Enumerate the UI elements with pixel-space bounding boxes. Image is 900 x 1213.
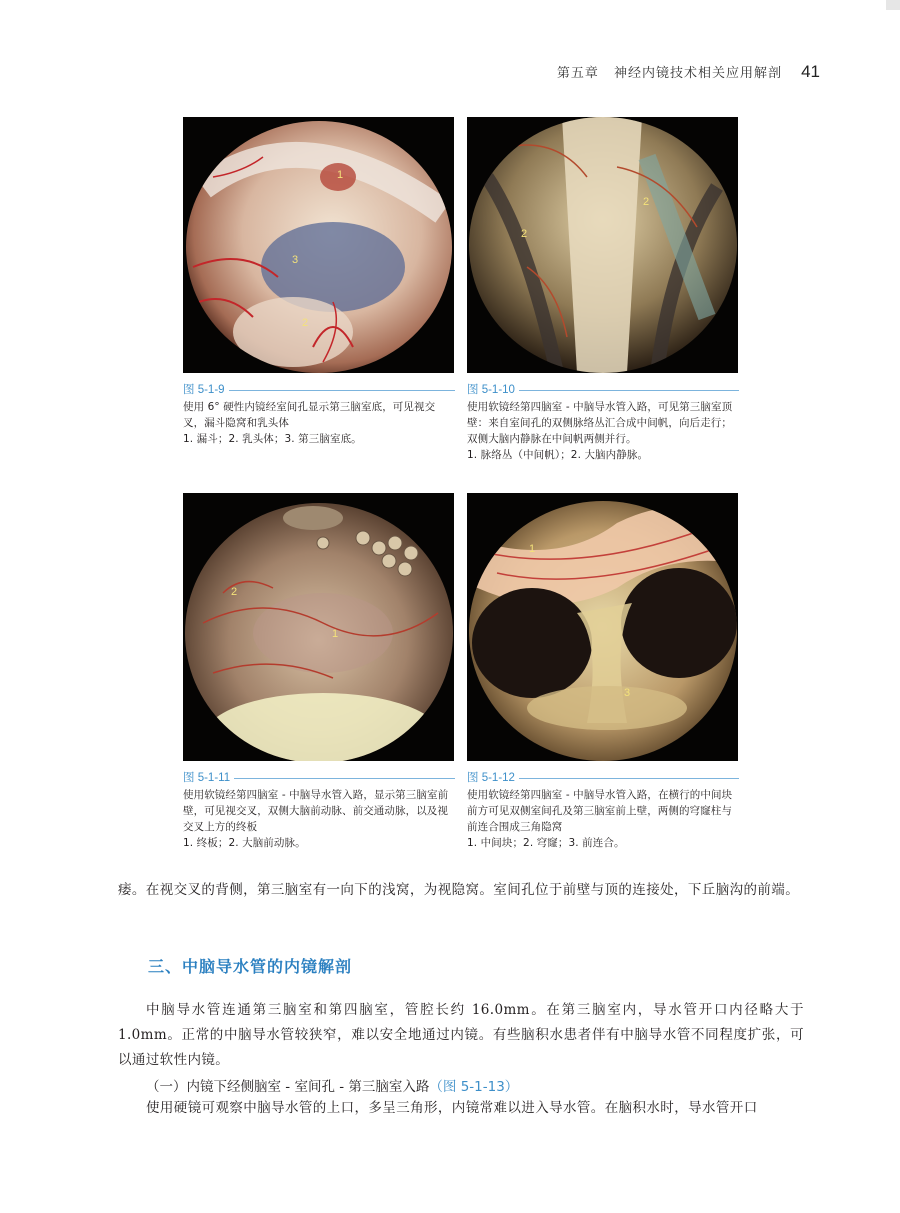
caption-legend: 1. 漏斗；2. 乳头体；3. 第三脑室底。	[183, 433, 362, 445]
figure-reference-link[interactable]: （图 5-1-13）	[429, 1079, 519, 1095]
subsection-heading	[146, 1075, 518, 1095]
figure-label: 3	[624, 687, 631, 699]
endoscopic-image	[183, 117, 454, 373]
header-chapter: 第五章	[556, 66, 599, 81]
figure-label: 2	[302, 317, 309, 329]
caption-5-1-11	[183, 770, 455, 851]
figure-label: 2	[521, 228, 528, 240]
body-paragraph: 痿。在视交叉的背侧，第三脑室有一向下的浅窝，为视隐窝。室间孔位于前壁与顶的连接处，下丘脑沟的前端。	[118, 882, 800, 898]
figure-id: 图 5-1-9	[183, 384, 225, 396]
figure-label: 1	[337, 169, 344, 181]
section-heading: 三、中脑导水管的内镜解剖	[148, 957, 353, 976]
caption-rule	[519, 778, 739, 779]
figure-label: 1	[529, 543, 536, 555]
figure-label: 1	[332, 628, 339, 640]
figure-label: 2	[231, 586, 238, 598]
subsection-title: （一）内镜下经侧脑室 - 室间孔 - 第三脑室入路	[146, 1079, 430, 1095]
endoscopic-image	[467, 493, 738, 761]
body-paragraph: 使用硬镜可观察中脑导水管的上口，多呈三角形，内镜常难以进入导水管。在脑积水时，导水管开口	[146, 1100, 758, 1116]
figure-id: 图 5-1-12	[467, 772, 515, 784]
figure-id: 图 5-1-11	[183, 772, 231, 784]
body-paragraph: 中脑导水管连通第三脑室和第四脑室，管腔长约 16.0mm。在第三脑室内，导水管开口内径略大于 1.0mm。正常的中脑导水管较狭窄，难以安全地通过内镜。有些脑积水患者伴有中脑导水管不同程度扩张，可以通过软性内镜。	[118, 1002, 804, 1068]
caption-text: 使用软镜经第四脑室 - 中脑导水管入路，显示第三脑室前壁，可见视交叉，双侧大脑前动脉、前交通动脉，以及视交叉上方的终板	[183, 789, 449, 833]
endoscopic-image	[467, 117, 738, 373]
caption-rule	[519, 390, 739, 391]
figure-5-1-12	[467, 493, 738, 761]
caption-5-1-12	[467, 770, 739, 851]
caption-5-1-9	[183, 382, 455, 447]
figure-5-1-11	[183, 493, 454, 761]
endoscopic-image	[183, 493, 454, 761]
endoscopic-photo	[467, 493, 738, 761]
caption-legend: 1. 中间块；2. 穹窿；3. 前连合。	[467, 837, 625, 849]
caption-text: 使用软镜经第四脑室 - 中脑导水管入路，可见第三脑室顶壁：来自室间孔的双侧脉络丛汇合成中间帆，向后走行；双侧大脑内静脉在中间帆两侧并行。	[467, 401, 733, 445]
header-title: 神经内镜技术相关应用解剖	[613, 66, 782, 81]
caption-rule	[229, 390, 455, 391]
endoscopic-photo	[183, 117, 454, 373]
figure-label: 3	[292, 254, 299, 266]
caption-text: 使用 6° 硬性内镜经室间孔显示第三脑室底，可见视交叉，漏斗隐窝和乳头体	[183, 401, 436, 429]
figure-5-1-10	[467, 117, 738, 373]
endoscopic-photo	[183, 493, 454, 761]
figure-id: 图 5-1-10	[467, 384, 515, 396]
caption-rule	[234, 778, 455, 779]
figure-label: 2	[643, 196, 650, 208]
caption-text: 使用软镜经第四脑室 - 中脑导水管入路，在横行的中间块前方可见双侧室间孔及第三脑室前上壁，两侧的穹窿柱与前连合围成三角隐窝	[467, 789, 733, 833]
caption-5-1-10	[467, 382, 739, 463]
running-header	[0, 62, 820, 84]
caption-legend: 1. 脉络丛（中间帆）；2. 大脑内静脉。	[467, 449, 649, 461]
endoscopic-photo	[467, 117, 738, 373]
page-corner-mark	[886, 0, 900, 10]
page-number: 41	[801, 62, 820, 81]
figure-5-1-9	[183, 117, 454, 373]
caption-legend: 1. 终板；2. 大脑前动脉。	[183, 837, 306, 849]
